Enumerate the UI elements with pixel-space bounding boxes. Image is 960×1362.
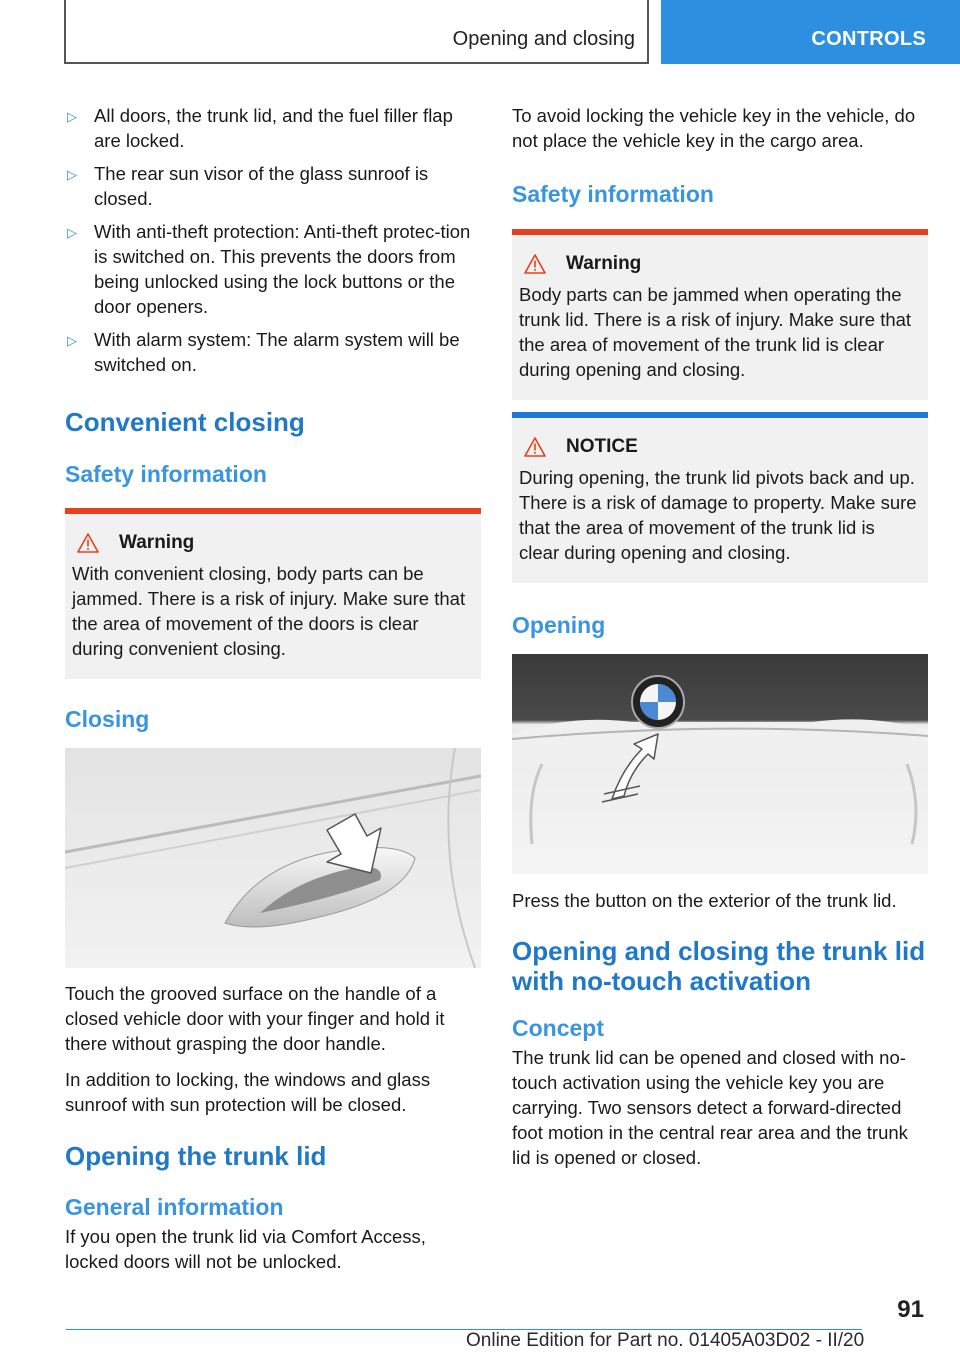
- warning-triangle-icon: [524, 254, 546, 274]
- notice-title: NOTICE: [566, 436, 638, 457]
- list-item: [65, 103, 481, 153]
- list-item-text: All doors, the trunk lid, and the fuel filler flap are locked.: [94, 105, 453, 151]
- heading-concept: Concept: [512, 1015, 604, 1041]
- heading-safety-information: Safety information: [65, 461, 267, 487]
- list-item: [65, 327, 481, 377]
- right-column: [512, 103, 928, 1170]
- triangle-bullet-icon: ▷: [67, 225, 77, 240]
- door-handle-image: [65, 748, 481, 968]
- footer-edition: Online Edition for Part no. 01405A03D02 - II/20: [466, 1330, 865, 1351]
- list-item: [65, 161, 481, 211]
- heading-opening-trunk-lid: Opening the trunk lid: [65, 1141, 327, 1171]
- header-chapter-label: CONTROLS: [811, 28, 926, 50]
- warning-box-2: [512, 229, 928, 400]
- locking-bullet-list: [65, 103, 481, 377]
- general-information-paragraph: If you open the trunk lid via Comfort Access, locked doors will not be unlocked.: [65, 1226, 426, 1272]
- closing-paragraph-1: Touch the grooved surface on the handle of a closed vehicle door with your finger and hold it there without grasping the door handle.: [65, 983, 445, 1054]
- header-right-rule: [647, 0, 649, 64]
- header-bottom-rule: [64, 62, 649, 64]
- warning-title: Warning: [566, 253, 642, 274]
- cargo-key-paragraph: To avoid locking the vehicle key in the vehicle, do not place the vehicle key in the cargo area.: [512, 105, 916, 151]
- page-number: 91: [897, 1296, 924, 1323]
- door-handle-illustration: [65, 748, 481, 968]
- warning-triangle-icon: [77, 533, 99, 553]
- header-chapter-tab[interactable]: [661, 0, 960, 64]
- warning-text: Body parts can be jammed when operating the trunk lid. There is a risk of injury. Make sure that the area of movement of the trunk lid is clear during opening and closing.: [519, 284, 912, 380]
- notice-text: During opening, the trunk lid pivots back and up. There is a risk of damage to property. Make sure that the area of movement of the trunk lid is clear during opening and closing.: [519, 467, 917, 563]
- heading-safety-information-2: Safety information: [512, 181, 714, 207]
- heading-no-touch-activation: Opening and closing the trunk lid with no-touch activation: [512, 936, 926, 996]
- closing-paragraph-2: In addition to locking, the windows and glass sunroof with sun protection will be closed.: [65, 1069, 431, 1115]
- header-section-title: Opening and closing: [452, 28, 635, 50]
- warning-title: Warning: [119, 532, 195, 553]
- list-item: [65, 219, 481, 319]
- warning-box: [65, 508, 481, 679]
- header-left-rule: [64, 0, 66, 64]
- list-item-text: With anti-theft protection: Anti-theft protec‐tion is switched on. This prevents the doors from being unlocked using the lock buttons or the door openers.: [94, 221, 471, 317]
- triangle-bullet-icon: ▷: [67, 109, 77, 124]
- trunk-button-image: [512, 654, 928, 874]
- trunk-button-illustration: [512, 654, 928, 874]
- left-column: [65, 103, 481, 1274]
- notice-box: [512, 412, 928, 583]
- list-item-text: The rear sun visor of the glass sunroof is closed.: [94, 163, 429, 209]
- heading-closing: Closing: [65, 706, 150, 732]
- heading-general-information: General information: [65, 1194, 284, 1220]
- opening-caption: Press the button on the exterior of the trunk lid.: [512, 890, 897, 911]
- triangle-bullet-icon: ▷: [67, 333, 77, 348]
- triangle-bullet-icon: ▷: [67, 167, 77, 182]
- notice-triangle-icon: [524, 437, 546, 457]
- warning-text: With convenient closing, body parts can be jammed. There is a risk of injury. Make sure that the area of movement of the doors is clear during convenient closing.: [72, 563, 466, 659]
- heading-convenient-closing: Convenient closing: [65, 407, 305, 437]
- concept-paragraph: The trunk lid can be opened and closed with no-touch activation using the vehicle key you are carrying. Two sensors detect a forward-directed foot motion in the central rear area and the trunk lid is opened or closed.: [512, 1047, 908, 1168]
- list-item-text: With alarm system: The alarm system will be switched on.: [94, 329, 460, 375]
- heading-opening: Opening: [512, 612, 606, 638]
